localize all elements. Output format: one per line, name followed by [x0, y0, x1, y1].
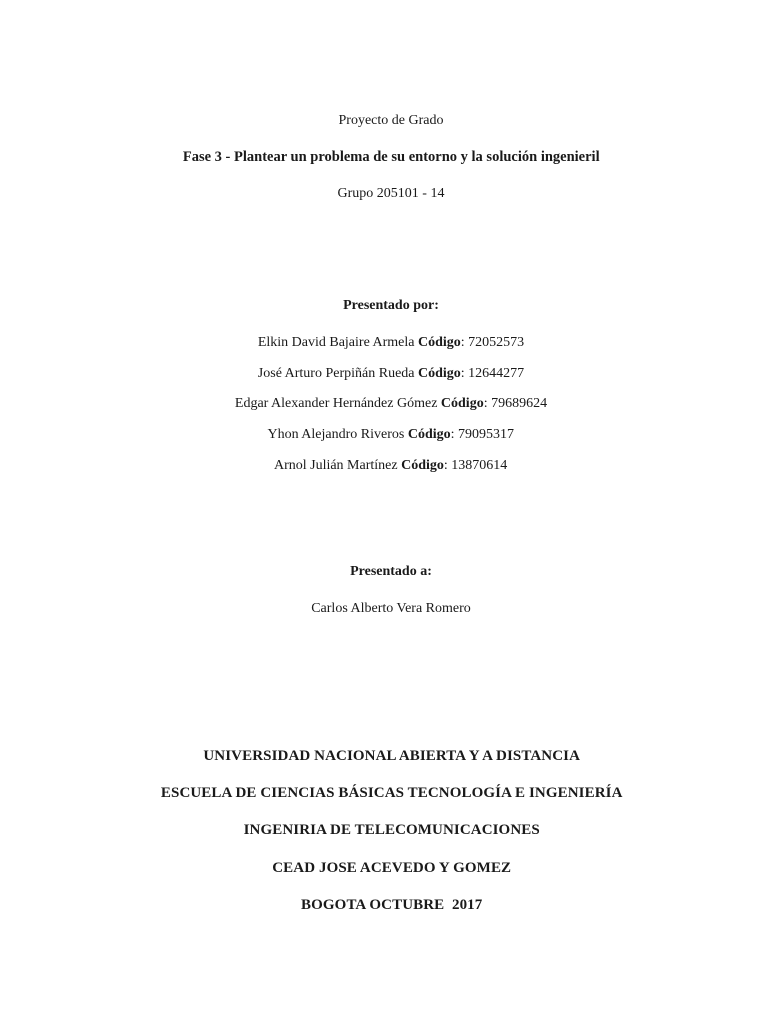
place-date-text: BOGOTA OCTUBRE 2017	[301, 897, 483, 913]
center-text: CEAD JOSE ACEVEDO Y GOMEZ	[272, 860, 512, 876]
university-text: UNIVERSIDAD NACIONAL ABIERTA Y A DISTANCIA	[203, 748, 581, 764]
code-label: Código	[440, 396, 484, 411]
group-line	[0, 167, 768, 221]
presented-by-text: Presentado por:	[343, 298, 439, 313]
program-text: INGENIRIA DE TELECOMUNICACIONES	[243, 822, 540, 838]
member-code: : 79095317	[450, 427, 515, 442]
member-name: José Arturo Perpiñán Rueda	[257, 366, 418, 381]
code-label: Código	[407, 427, 451, 442]
advisor-line	[0, 582, 768, 636]
code-label: Código	[401, 458, 444, 473]
group-text: Grupo 205101 - 14	[337, 186, 445, 201]
member-code: : 13870614	[443, 458, 508, 473]
member-name: Arnol Julián Martínez	[273, 458, 402, 473]
member-name: Elkin David Bajaire Armela	[257, 335, 418, 350]
code-label: Código	[418, 335, 461, 350]
advisor-name: Carlos Alberto Vera Romero	[311, 601, 471, 616]
phase-title-text: - Plantear un problema de su entorno y la solución ingenieril	[221, 149, 600, 165]
phase-prefix: Fase 3	[182, 149, 222, 165]
school-text: ESCUELA DE CIENCIAS BÁSICAS TECNOLOGÍA E INGENIERÍA	[160, 785, 623, 801]
member-code: : 12644277	[460, 366, 525, 381]
presented-to-text: Presentado a:	[350, 564, 432, 579]
member-line	[0, 439, 768, 493]
code-label: Código	[418, 366, 461, 381]
member-code: : 79689624	[483, 396, 548, 411]
member-name: Edgar Alexander Hernández Gómez	[234, 396, 441, 411]
member-code: : 72052573	[460, 335, 525, 350]
member-name: Yhon Alejandro Riveros	[267, 427, 408, 442]
heading-text: Proyecto de Grado	[338, 113, 444, 128]
place-date	[0, 878, 768, 932]
